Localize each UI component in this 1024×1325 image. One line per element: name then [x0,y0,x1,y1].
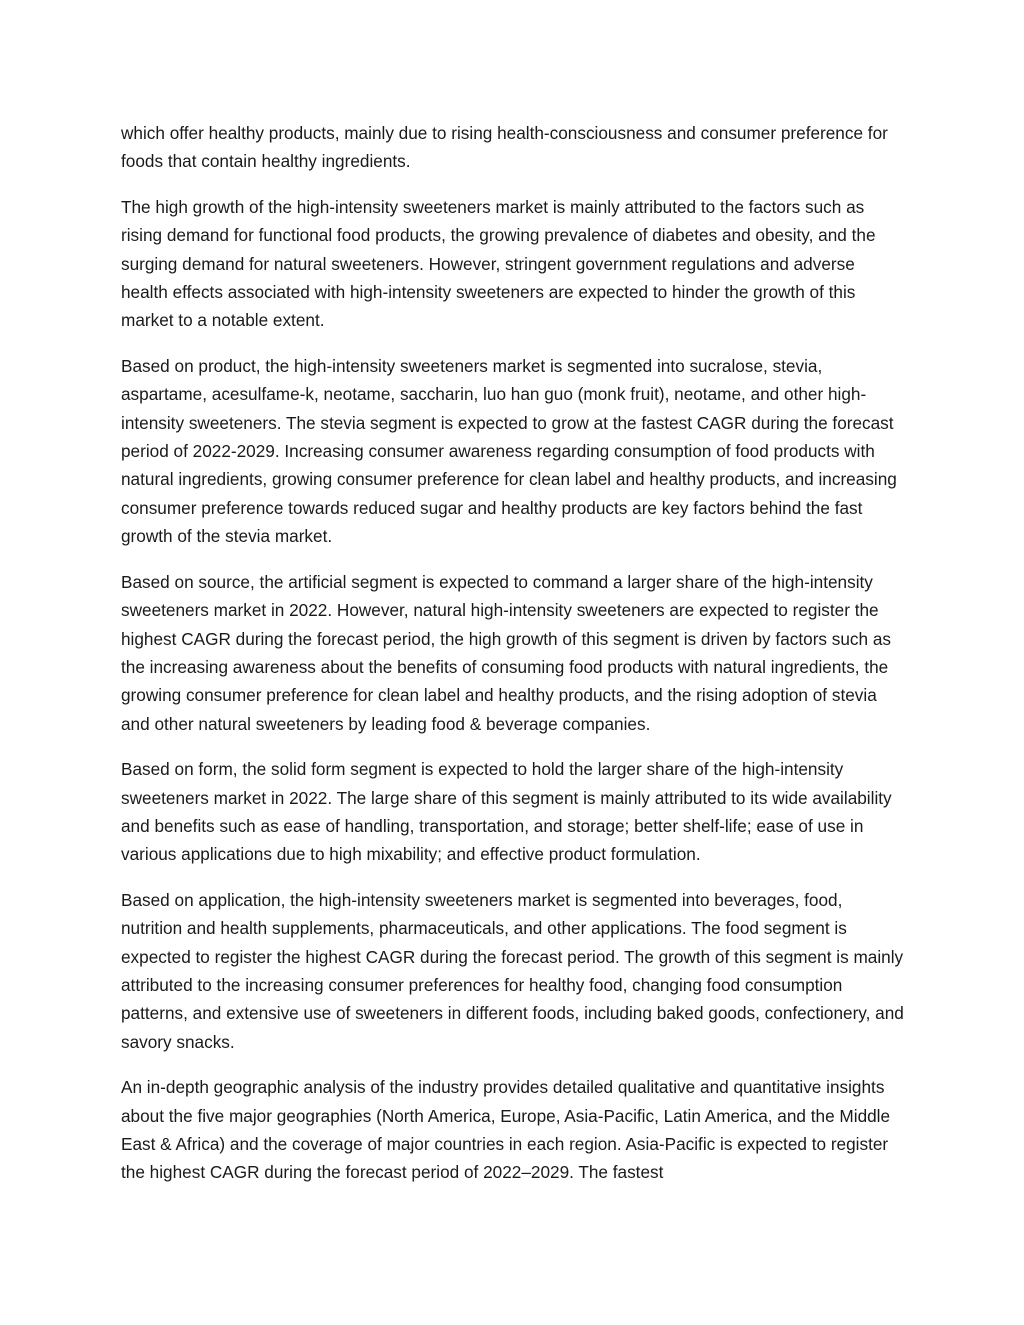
document-body [121,119,906,1187]
paragraph-source-segment: Based on source, the artificial segment is expected to command a larger share of the high-intensity sweeteners market in 2022. However, natural high-intensity sweeteners are expected to register the highest CAGR during the forecast period, the high growth of this segment is driven by factors such as the increasing awareness about the benefits of consuming food products with natural ingredients, the growing consumer preference for clean label and healthy products, and the rising adoption of stevia and other natural sweeteners by leading food & beverage companies. [121,571,892,734]
paragraph-form-segment: Based on form, the solid form segment is expected to hold the larger share of the high-intensity sweeteners market in 2022. The large share of this segment is mainly attributed to its wide availability and benefits such as ease of handling, transportation, and storage; better shelf-life; ease of use in various applications due to high mixability; and effective product formulation. [121,759,892,865]
paragraph-product-segment: Based on product, the high-intensity sweeteners market is segmented into sucralose, stevia, aspartame, acesulfame-k, neotame, saccharin, luo han guo (monk fruit), neotame, and other high-intensity sweeteners. The stevia segment is expected to grow at the fastest CAGR during the forecast period of 2022-2029. Increasing consumer awareness regarding consumption of food products with natural ingredients, growing consumer preference for clean label and healthy products, and increasing consumer preference towards reduced sugar and healthy products are key factors behind the fast growth of the stevia market. [121,355,897,547]
paragraph-market-growth-factors: The high growth of the high-intensity sweeteners market is mainly attributed to the factors such as rising demand for functional food products, the growing prevalence of diabetes and obesity, and the surging demand for natural sweeteners. However, stringent government regulations and adverse health effects associated with high-intensity sweeteners are expected to hinder the growth of this market to a notable extent. [121,196,876,331]
paragraph-intro-continuation: which offer healthy products, mainly due to rising health-consciousness and consumer preference for foods that contain healthy ingredients. [121,123,888,172]
paragraph-application-segment: Based on application, the high-intensity sweeteners market is segmented into beverages, food, nutrition and health supplements, pharmaceuticals, and other applications. The food segment is expected to register the highest CAGR during the forecast period. The growth of this segment is mainly attributed to the increasing consumer preferences for healthy food, changing food consumption patterns, and extensive use of sweeteners in different foods, including baked goods, confectionery, and savory snacks. [121,889,904,1052]
paragraph-geographic-analysis: An in-depth geographic analysis of the industry provides detailed qualitative and quantitative insights about the five major geographies (North America, Europe, Asia-Pacific, Latin America, and the Middle East & Africa) and the coverage of major countries in each region. Asia-Pacific is expected to register the highest CAGR during the forecast period of 2022–2029. The fastest [121,1077,891,1183]
